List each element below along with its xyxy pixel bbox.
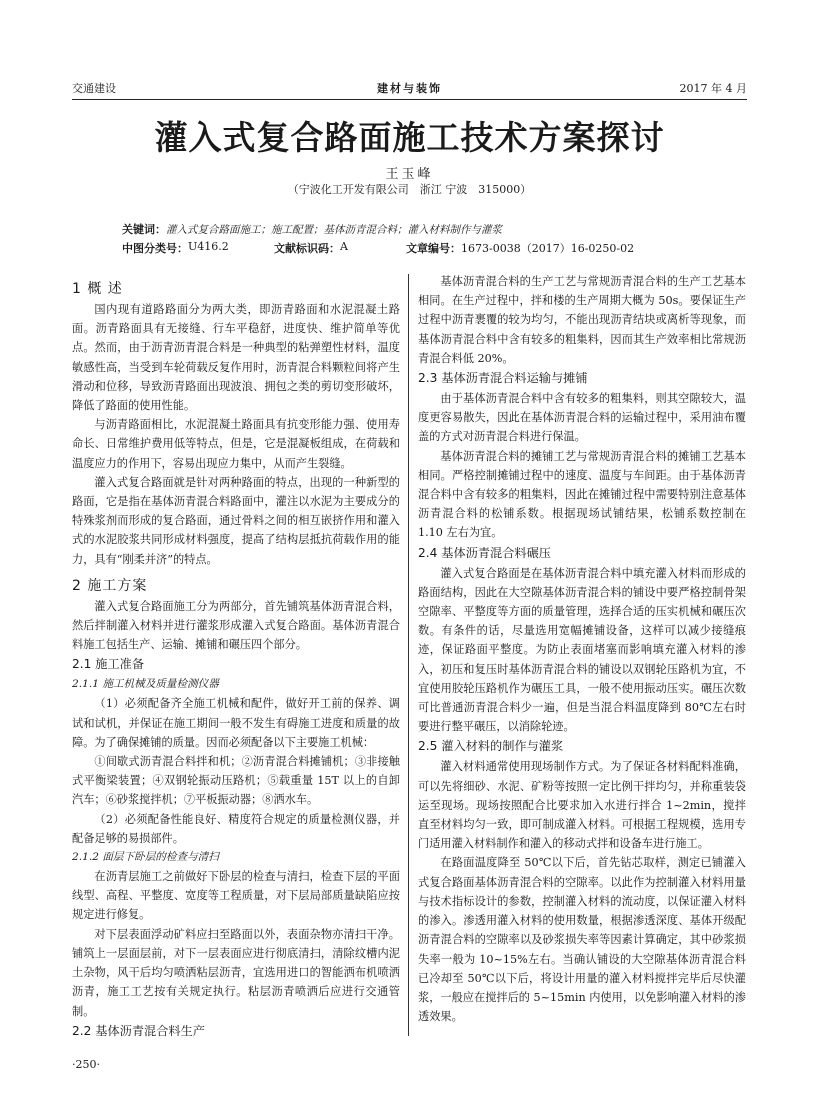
paragraph: ①间歇式沥青混合料拌和机；②沥青混合料摊铺机；③非接触式平衡梁装置；④双钢轮振动压路机；⑤载重量 15T 以上的自卸汽车；⑥砂浆搅拌机；⑦平板振动器；⑧洒水车。 xyxy=(72,755,400,807)
subsection-heading: 2.2 基体沥青混合料生产 xyxy=(72,1023,205,1038)
running-header xyxy=(72,80,747,98)
paragraph: 灌入式复合路面施工分为两部分，首先铺筑基体沥青混合料，然后拌制灌入材料并进行灌浆形成灌入式复合路面。基体沥青混合料施工包括生产、运输、摊铺和碾压四个部分。 xyxy=(72,599,400,652)
paragraph: 基体沥青混合料的生产工艺与常规沥青混合料的生产工艺基本相同。在生产过程中，拌和楼的生产周期大概为 50s。要保证生产过程中沥青裹覆的较为均匀，不能出现沥青结块或离析等现象，而基体沥青混合料中含有较多的粗集料，因而其生产效率相比常规沥青混合料低 20%。 xyxy=(418,275,746,365)
clc-label: 中图分类号： xyxy=(122,242,188,255)
paragraph: 国内现有道路路面分为两大类，即沥青路面和水泥混凝土路面。沥青路面具有无接缝、行车平稳舒，进度快、维护简单等优点。然而，由于沥青沥青混合料是一种典型的粘弹塑性材料，温度敏感性高，当受到车轮荷载反复作用时，沥青混合料颗粒间将产生滑动和位移，导致沥青路面出现波浪、拥包之类的剪切变形破坏，降低了路面的使用性能。 xyxy=(72,303,400,413)
article-title: 灌入式复合路面施工技术方案探讨 xyxy=(154,118,665,157)
article-number xyxy=(406,240,635,256)
subsubsection-heading: 2.1.2 面层下卧层的检查与清扫 xyxy=(72,851,219,864)
subsubsection-heading: 2.1.1 施工机械及质量检测仪器 xyxy=(72,678,219,691)
paragraph: 由于基体沥青混合料中含有较多的粗集料，则其空隙较大，温度更容易散失，因此在基体沥青混合料的运输过程中，采用油布覆盖的方式对沥青混合料进行保温。 xyxy=(418,392,746,444)
clc-value: U416.2 xyxy=(188,240,229,253)
art-label: 文章编号： xyxy=(406,242,461,255)
art-value: 1673-0038（2017）16-0250-02 xyxy=(461,242,635,255)
section-heading: 2 施工方案 xyxy=(72,577,148,594)
keywords-label: 关键词： xyxy=(122,223,166,236)
affiliation: （宁波化工开发有限公司 浙江 宁波 315000） xyxy=(287,183,532,196)
section-heading: 1 概 述 xyxy=(72,281,123,297)
page-number: ·250· xyxy=(72,1058,100,1071)
header-date: 2017 年 4 月 xyxy=(679,82,747,95)
header-rule xyxy=(72,99,747,100)
right-column xyxy=(418,272,746,1026)
paragraph: 基体沥青混合料的摊铺工艺与常规沥青混合料的摊铺工艺基本相同。严格控制摊铺过程中的速度、温度与车间距。由于基体沥青混合料中含有较多的粗集料，因此在摊铺过程中需要特别注意基体沥青混合料的松铺系数。根据现场试铺结果，松铺系数控制在 1.10 左右为宜。 xyxy=(418,449,746,540)
subsection-heading: 2.1 施工准备 xyxy=(72,657,145,672)
paragraph: （1）必须配备齐全施工机械和配件，做好开工前的保养、调试和试机，并保证在施工期间一般不发生有碍施工进度和质量的故障。为了确保摊铺的质量。因而必须配备以下主要施工机械： xyxy=(72,697,400,749)
clc-number xyxy=(122,240,229,256)
paragraph: 在路面温度降至 50℃以下后，首先钻芯取样，测定已铺灌入式复合路面基体沥青混合料的空隙率。以此作为控制灌入材料用量与技术指标设计的参数，控制灌入材料的流动度，以保证灌入材料的渗入。渗透用灌入材料的使用数量，根据渗透深度、基体开级配沥青混合料的空隙率以及砂浆损失率等因素计算确定，其中砂浆损失率一般为 10~15%左右。当确认铺设的大空隙基体沥青混合料已冷却至 50℃以下后，将设计用量的灌入材料搅拌完毕后尽快灌浆，一般应在搅拌后的 5~15min 内使用，以免影响灌入材料的渗透效果。 xyxy=(418,856,746,1024)
subsection-heading: 2.3 基体沥青混合料运输与摊铺 xyxy=(418,371,588,386)
paragraph: 灌入式复合路面是在基体沥青混合料中填充灌入材料而形成的路面结构，因此在大空隙基体沥青混合料的铺设中要严格控制骨架空隙率、平整度等方面的质量管理，选择合适的压实机械和碾压次数。有条件的话，尽量选用宽幅摊铺设备，这样可以减少接缝痕迹，保证路面平整度。为防止表面堵塞而影响填充灌入材料的渗入，初压和复压时基体沥青混合料的铺设以双钢轮压路机为宜，不宜使用胶轮压路机作为碾压工具，一般不使用振动压实。碾压次数可比普通沥青混合料少一遍，但是当混合料温度降到 80℃左右时要进行整平碾压，以消除轮迹。 xyxy=(418,566,746,734)
subsection-heading: 2.5 灌入材料的制作与灌浆 xyxy=(418,739,564,754)
classification-line xyxy=(122,240,722,256)
paragraph: 对下层表面浮动矿料应扫至路面以外，表面杂物亦清扫干净。铺筑上一层面层前，对下一层表面应进行彻底清扫，清除纹槽内泥土杂物，风干后均匀喷洒粘层沥青，宜选用进口的智能洒布机喷洒沥青，施工工艺按有关规定执行。粘层沥青喷洒后应进行交通管制。 xyxy=(72,927,400,1018)
paragraph: 灌入材料通常使用现场制作方式。为了保证各材料配料准确，可以先将细砂、水泥、矿粉等按照一定比例干拌均匀，并称重装袋运至现场。现场按照配合比要求加入水进行拌合 1~2min，搅拌直至材料均匀一致，即可制成灌入材料。可根据工程规模，选用专门适用灌入材料制作和灌入的移动式拌和设备车进行施工。 xyxy=(418,760,746,851)
keywords-text: 灌入式复合路面施工；施工配置；基体沥青混合料；灌入材料制作与灌浆 xyxy=(166,224,502,236)
document-code xyxy=(274,240,348,256)
subsection-heading: 2.4 基体沥青混合料碾压 xyxy=(418,545,551,560)
left-column xyxy=(72,272,400,1042)
paragraph: 在沥青层施工之前做好下卧层的检查与清扫，检查下层的平面线型、高程、平整度、宽度等工程质量，对下层局部质量缺陷应按规定进行修复。 xyxy=(72,870,400,922)
paragraph: 与沥青路面相比，水泥混凝土路面具有抗变形能力强、使用寿命长、日常维护费用低等特点，但是，它是混凝板组成，在荷载和温度应力的作用下，容易出现应力集中，从而产生裂缝。 xyxy=(72,418,400,470)
column-divider xyxy=(408,274,409,1036)
paragraph: 灌入式复合路面就是针对两种路面的特点，出现的一种新型的路面，它是指在基体沥青混合料路面中，灌注以水泥为主要成分的特殊浆剂而形成的复合路面，通过骨料之间的相互嵌挤作用和灌入式的水泥胶浆共同形成材料强度，提高了结构层抵抗荷载作用的能力，具有“刚柔并济”的特点。 xyxy=(72,475,400,566)
author: 王玉峰 xyxy=(385,167,434,182)
header-section: 交通建设 xyxy=(72,82,116,95)
keywords xyxy=(122,221,722,237)
doc-value: A xyxy=(340,240,348,253)
doc-label: 文献标识码： xyxy=(274,242,340,255)
header-journal-name: 建材与装饰 xyxy=(377,82,442,95)
paragraph: （2）必须配备性能良好、精度符合规定的质量检测仪器，并配备足够的易损部件。 xyxy=(72,812,400,845)
